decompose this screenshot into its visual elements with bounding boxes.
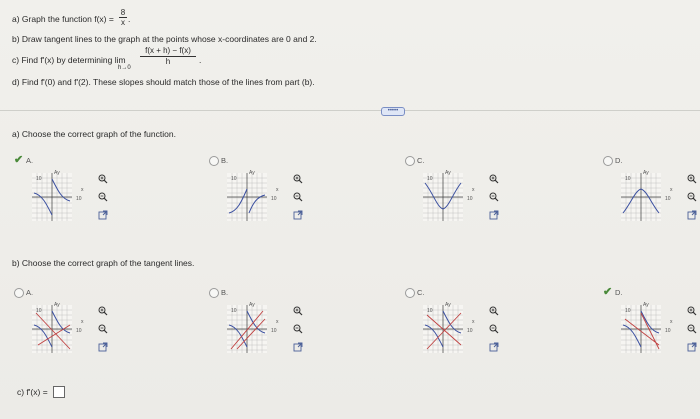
part-a-option-b-x-max-label: 10 <box>271 196 277 202</box>
instruction-a-period: . <box>128 14 131 24</box>
part-a-option-d-x-axis-label: x <box>670 187 673 193</box>
part-a-option-c-label: C. <box>417 156 425 165</box>
part-b-option-b-zoom-in-icon[interactable] <box>293 303 303 313</box>
part-a-option-c-zoom-in-icon[interactable] <box>489 171 499 181</box>
part-b-option-a-zoom-out-icon[interactable] <box>98 321 108 331</box>
part-b-option-c-y-max-label: 10 <box>427 308 433 314</box>
part-b-option-a-y-max-label: 10 <box>36 308 42 314</box>
part-a-option-a-x-axis-label: x <box>81 187 84 193</box>
part-b-option-c-x-axis-label: x <box>472 319 475 325</box>
part-b-option-b-x-max-label: 10 <box>271 328 277 334</box>
part-a-option-b-zoom-in-icon[interactable] <box>293 171 303 181</box>
part-c-label: c) f'(x) = <box>17 387 48 397</box>
part-a-option-a-y-axis-label: Ay <box>54 170 60 176</box>
part-b-question: b) Choose the correct graph of the tangent lines. <box>12 258 195 268</box>
part-a-option-b-x-axis-label: x <box>276 187 279 193</box>
part-b-option-a-x-axis-label: x <box>81 319 84 325</box>
part-a-option-a-y-max-label: 10 <box>36 176 42 182</box>
part-a-option-a-zoom-out-icon[interactable] <box>98 189 108 199</box>
limit-subscript: h→0 <box>118 65 131 71</box>
part-b-option-c-x-max-label: 10 <box>467 328 473 334</box>
part-b-option-c-zoom-out-icon[interactable] <box>489 321 499 331</box>
part-a-option-c-x-max-label: 10 <box>467 196 473 202</box>
part-b-option-d-y-max-label: 10 <box>625 308 631 314</box>
part-a-option-d-y-max-label: 10 <box>625 176 631 182</box>
part-a-option-c-y-max-label: 10 <box>427 176 433 182</box>
instruction-a: a) Graph the function f(x) = <box>12 14 114 24</box>
part-b-option-c-radio[interactable] <box>405 288 415 298</box>
part-b-option-d-y-axis-label: Ay <box>643 302 649 308</box>
part-b-option-d-popout-icon[interactable] <box>687 339 697 349</box>
part-b-option-c-zoom-in-icon[interactable] <box>489 303 499 313</box>
part-a-option-b-zoom-out-icon[interactable] <box>293 189 303 199</box>
derivative-answer-input[interactable] <box>53 386 65 398</box>
fraction-a-denominator: x <box>121 18 125 27</box>
part-a-option-c-x-axis-label: x <box>472 187 475 193</box>
part-b-option-b-zoom-out-icon[interactable] <box>293 321 303 331</box>
part-a-option-b-label: B. <box>221 156 229 165</box>
part-a-option-b-radio[interactable] <box>209 156 219 166</box>
part-a-option-a-popout-icon[interactable] <box>98 207 108 217</box>
part-b-option-d-label: D. <box>615 288 623 297</box>
part-b-option-b-x-axis-label: x <box>276 319 279 325</box>
part-b-option-a-popout-icon[interactable] <box>98 339 108 349</box>
part-b-option-b-y-max-label: 10 <box>231 308 237 314</box>
fraction-a-numerator: 8 <box>120 8 126 17</box>
part-b-option-b-popout-icon[interactable] <box>293 339 303 349</box>
part-a-option-c-zoom-out-icon[interactable] <box>489 189 499 199</box>
part-a-option-b-y-max-label: 10 <box>231 176 237 182</box>
part-a-option-a-zoom-in-icon[interactable] <box>98 171 108 181</box>
part-b-option-b-y-axis-label: Ay <box>249 302 255 308</box>
part-b-option-d-x-axis-label: x <box>670 319 673 325</box>
part-b-option-c-popout-icon[interactable] <box>489 339 499 349</box>
part-a-option-c-radio[interactable] <box>405 156 415 166</box>
part-a-option-a-selected-check-icon[interactable]: ✔ <box>14 154 24 166</box>
part-b-option-d-x-max-label: 10 <box>665 328 671 334</box>
part-a-option-b-y-axis-label: Ay <box>249 170 255 176</box>
part-a-option-d-radio[interactable] <box>603 156 613 166</box>
fraction-c-denominator: h <box>165 57 171 66</box>
part-a-option-c-y-axis-label: Ay <box>445 170 451 176</box>
instruction-b: b) Draw tangent lines to the graph at the points whose x-coordinates are 0 and 2. <box>12 34 317 44</box>
part-a-option-d-y-axis-label: Ay <box>643 170 649 176</box>
part-b-option-d-zoom-out-icon[interactable] <box>687 321 697 331</box>
part-a-option-d-zoom-in-icon[interactable] <box>687 171 697 181</box>
part-a-option-a-label: A. <box>26 156 34 165</box>
part-b-option-d-zoom-in-icon[interactable] <box>687 303 697 313</box>
part-a-option-d-label: D. <box>615 156 623 165</box>
fraction-c-numerator: f(x + h) − f(x) <box>145 46 191 55</box>
part-b-option-a-y-axis-label: Ay <box>54 302 60 308</box>
part-b-option-c-label: C. <box>417 288 425 297</box>
instruction-d: d) Find f'(0) and f'(2). These slopes should match those of the lines from part (b). <box>12 77 315 87</box>
divider <box>0 110 700 111</box>
part-b-option-a-zoom-in-icon[interactable] <box>98 303 108 313</box>
part-b-option-c-y-axis-label: Ay <box>445 302 451 308</box>
part-a-option-b-popout-icon[interactable] <box>293 207 303 217</box>
part-a-option-d-zoom-out-icon[interactable] <box>687 189 697 199</box>
part-b-option-b-radio[interactable] <box>209 288 219 298</box>
part-b-option-a-radio[interactable] <box>14 288 24 298</box>
part-a-question: a) Choose the correct graph of the function. <box>12 129 176 139</box>
expand-more-button[interactable]: ••••• <box>381 107 405 116</box>
instruction-c-period: . <box>199 55 202 65</box>
part-b-option-b-label: B. <box>221 288 229 297</box>
part-b-option-a-x-max-label: 10 <box>76 328 82 334</box>
instruction-c: c) Find f'(x) by determining lim <box>12 55 126 65</box>
part-a-option-a-x-max-label: 10 <box>76 196 82 202</box>
part-b-option-a-label: A. <box>26 288 34 297</box>
part-a-option-d-popout-icon[interactable] <box>687 207 697 217</box>
part-b-option-d-selected-check-icon[interactable]: ✔ <box>603 286 613 298</box>
part-a-option-c-popout-icon[interactable] <box>489 207 499 217</box>
part-a-option-d-x-max-label: 10 <box>665 196 671 202</box>
